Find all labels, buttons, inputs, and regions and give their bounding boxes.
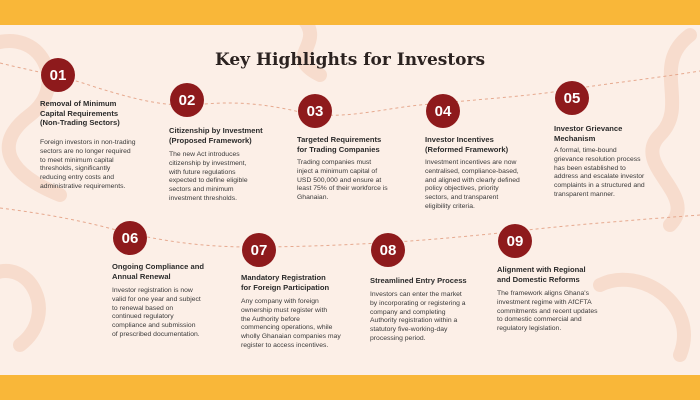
- item-07-body: Any company with foreign ownership must register with the Authority before commencing operations, while wholly Ghanaian companies may register to access incentives.: [241, 298, 341, 349]
- top-band: [0, 0, 700, 25]
- step-number-08: 08: [371, 233, 405, 267]
- item-05-body: A formal, time-bound grievance resolution process has been established to address and escalate investor complaints in a structured and transparent manner.: [554, 147, 645, 198]
- item-02-heading: Citizenship by Investment (Proposed Framework): [169, 126, 263, 145]
- item-08-heading: Streamlined Entry Process: [370, 276, 467, 285]
- item-09-heading: Alignment with Regional and Domestic Reforms: [497, 265, 586, 284]
- step-number-09: 09: [498, 224, 532, 258]
- item-04-heading: Investor Incentives (Reformed Framework): [425, 135, 509, 154]
- item-03-body: Trading companies must inject a minimum capital of USD 500,000 and ensure at least 75% of their workforce is Ghanaian.: [297, 159, 388, 202]
- item-09-body: The framework aligns Ghana's investment regime with AfCFTA commitments and recent updates to domestic commercial and regulatory legislation.: [497, 290, 598, 333]
- item-04-body: Investment incentives are now centralised, compliance-based, and aligned with clearly defined policy objectives, priority sectors, and transparent eligibility criteria.: [425, 159, 520, 210]
- item-01-heading: Removal of Minimum Capital Requirements (Non-Trading Sectors): [40, 99, 120, 128]
- item-02-body: The new Act introduces citizenship by investment, with future regulations expected to define eligible sectors and minimum investment thresholds.: [169, 151, 248, 202]
- item-08-body: Investors can enter the market by incorporating or registering a company and completing Authority registration within a statutory five-working-day processing period.: [370, 291, 466, 342]
- step-number-05: 05: [555, 81, 589, 115]
- bottom-band: [0, 375, 700, 400]
- step-number-02: 02: [170, 83, 204, 117]
- step-number-03: 03: [298, 94, 332, 128]
- item-06-heading: Ongoing Compliance and Annual Renewal: [112, 262, 204, 281]
- step-number-06: 06: [113, 221, 147, 255]
- item-05-heading: Investor Grievance Mechanism: [554, 124, 623, 143]
- item-03-heading: Targeted Requirements for Trading Companies: [297, 135, 382, 154]
- item-01-body: Foreign investors in non-trading sectors are no longer required to meet minimum capital thresholds, significantly reducing entry costs and administrative requirements.: [40, 139, 136, 190]
- step-number-04: 04: [426, 94, 460, 128]
- step-number-07: 07: [242, 233, 276, 267]
- step-number-01: 01: [41, 58, 75, 92]
- page-title: Key Highlights for Investors: [214, 50, 486, 70]
- item-06-body: Investor registration is now valid for one year and subject to renewal based on continued regulatory compliance and submission of prescribed documentation.: [112, 287, 201, 338]
- item-07-heading: Mandatory Registration for Foreign Participation: [241, 273, 330, 292]
